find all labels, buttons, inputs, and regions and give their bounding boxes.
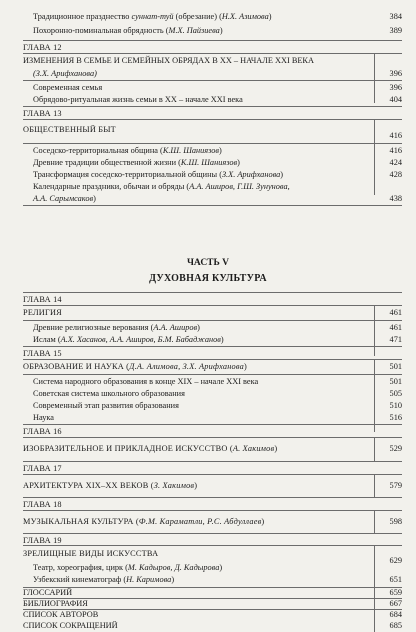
page-number: 416 — [389, 131, 402, 140]
page-number: 396 — [389, 69, 402, 78]
toc-entry[interactable] — [33, 377, 402, 387]
toc-entry[interactable] — [33, 401, 402, 411]
divider — [23, 53, 402, 54]
page-number: 505 — [389, 389, 402, 398]
entry-title: Ислам ( — [33, 335, 61, 344]
page-number: 598 — [389, 517, 402, 526]
divider — [23, 119, 402, 120]
toc-entry[interactable] — [33, 182, 290, 191]
toc-entry[interactable] — [33, 158, 402, 168]
entry-title: Похоронно-поминальная обрядность ( — [33, 26, 169, 35]
page-number: 684 — [389, 610, 402, 619]
divider — [23, 80, 402, 81]
entry-author: К.Ш. Шаниязов — [162, 146, 220, 155]
entry-tail: ) — [197, 323, 200, 332]
page-number: 501 — [389, 377, 402, 386]
divider — [23, 533, 402, 534]
entry-tail: ) — [194, 481, 198, 490]
divider — [23, 305, 402, 306]
chapter-heading-row[interactable] — [23, 517, 402, 527]
divider — [23, 106, 402, 107]
divider — [23, 424, 402, 425]
chapter-heading: ИЗОБРАЗИТЕЛЬНОЕ И ПРИКЛАДНОЕ ИСКУССТВО ( — [23, 444, 233, 453]
divider — [23, 461, 402, 462]
entry-tail: ) — [220, 335, 224, 344]
chapter-heading-row[interactable] — [23, 308, 402, 318]
chapter-label: ГЛАВА 12 — [23, 43, 62, 52]
chapter-author: (З.Х. Арифханова) — [33, 69, 97, 78]
chapter-author: З. Хакимов — [153, 481, 195, 490]
divider — [23, 346, 402, 347]
divider — [23, 40, 402, 41]
toc-entry[interactable] — [33, 389, 402, 399]
toc-entry[interactable] — [33, 575, 402, 585]
toc-entry[interactable] — [33, 83, 402, 93]
chapter-author: Ф.М. Караматли, Р.С. Абдуллаев — [138, 517, 262, 526]
chapter-heading-row[interactable] — [23, 481, 402, 491]
chapter-label: ГЛАВА 17 — [23, 464, 62, 473]
entry-title-cont: (обрезание) ( — [173, 12, 222, 21]
part-number: ЧАСТЬ V — [186, 258, 230, 268]
chapter-heading-row[interactable] — [23, 125, 402, 135]
toc-entry[interactable] — [33, 413, 402, 423]
entry-title: СПИСОК СОКРАЩЕНИЙ — [23, 621, 118, 630]
entry-title: Календарные праздники, обычаи и обряды ( — [33, 182, 190, 191]
part-title: ДУХОВНАЯ КУЛЬТУРА — [149, 273, 267, 284]
chapter-author: А. Хакимов — [232, 444, 275, 453]
entry-author: Н. Каримова — [126, 575, 172, 584]
toc-entry[interactable] — [33, 146, 402, 156]
divider — [23, 143, 402, 144]
divider — [23, 292, 402, 293]
entry-title: БИБЛИОГРАФИЯ — [23, 599, 88, 608]
chapter-heading: ОБРАЗОВАНИЕ И НАУКА ( — [23, 362, 130, 371]
divider — [23, 374, 402, 375]
chapter-heading[interactable]: ИЗМЕНЕНИЯ В СЕМЬЕ И СЕМЕЙНЫХ ОБРЯДАХ В ХХ – НАЧАЛЕ ХХI ВЕКА — [23, 56, 314, 65]
entry-title: Современный этап развития образования — [33, 401, 179, 410]
page-number: 516 — [389, 413, 402, 422]
divider — [23, 437, 402, 438]
chapter-heading: ЗРЕЛИЩНЫЕ ВИДЫ ИСКУССТВА — [23, 549, 159, 558]
entry-title: Древние традиции общественной жизни ( — [33, 158, 181, 167]
toc-entry[interactable] — [33, 12, 402, 22]
entry-title: Традиционное празднество — [33, 12, 132, 21]
divider — [23, 359, 402, 360]
divider — [23, 510, 402, 511]
chapter-heading: РЕЛИГИЯ — [23, 308, 62, 317]
page-number: 438 — [389, 194, 402, 203]
entry-title: Театр, хореография, цирк ( — [33, 563, 128, 572]
toc-entry[interactable] — [33, 26, 402, 36]
entry-tail: ) — [93, 194, 96, 203]
page-number: 461 — [389, 308, 402, 317]
entry-tail: ) — [274, 444, 278, 453]
entry-tail: ) — [261, 517, 265, 526]
toc-entry-bibliography[interactable] — [23, 599, 402, 609]
entry-author: А.А. Сарымсаков — [33, 194, 94, 203]
entry-author: М.Х. Пайзиева — [168, 26, 220, 35]
toc-entry-glossary[interactable] — [23, 588, 402, 598]
divider — [23, 205, 402, 206]
page-number: 651 — [389, 575, 402, 584]
entry-title: Наука — [33, 413, 54, 422]
entry-author: А.Х. Хасанов, А.А. Аширов, Б.М. Бабаджанов — [60, 335, 221, 344]
chapter-heading-row[interactable] — [23, 549, 402, 559]
chapter-label: ГЛАВА 18 — [23, 500, 62, 509]
chapter-author: Д.А. Алимова, З.Х. Арифханова — [129, 362, 244, 371]
entry-title: Обрядово-ритуальная жизнь семьи в ХХ – начале ХХI века — [33, 95, 243, 104]
entry-author: Н.Х. Азимова — [221, 12, 269, 21]
toc-entry[interactable] — [33, 323, 402, 333]
entry-tail: ) — [219, 26, 223, 35]
page-number: 659 — [389, 588, 402, 597]
entry-title: Система народного образования в конце ХIХ – начале ХХI века — [33, 377, 259, 386]
page-number: 529 — [389, 444, 402, 453]
page-number: 384 — [389, 12, 402, 21]
toc-entry[interactable] — [33, 563, 402, 573]
entry-title-italic: суннат-туй — [131, 12, 174, 21]
page-number: 629 — [389, 556, 402, 565]
page-number: 667 — [389, 599, 402, 608]
page-number: 396 — [389, 83, 402, 92]
entry-title: Советская система школьного образования — [33, 389, 185, 398]
entry-author: М. Кадыров, Д. Кадырова — [127, 563, 220, 572]
chapter-label: ГЛАВА 19 — [23, 536, 62, 545]
divider — [23, 320, 402, 321]
page-number: 510 — [389, 401, 402, 410]
toc-entry-cont — [33, 194, 96, 203]
entry-author: З.Х. Арифханова — [221, 170, 281, 179]
entry-tail: ) — [171, 575, 175, 584]
page-number: 685 — [389, 621, 402, 630]
page-number: 501 — [389, 362, 402, 371]
page-number: 424 — [389, 158, 402, 167]
entry-tail: ) — [219, 563, 223, 572]
chapter-heading-row[interactable] — [23, 362, 402, 372]
toc-entry-abbreviations[interactable] — [23, 621, 402, 631]
page-number: 579 — [389, 481, 402, 490]
page-number: 416 — [389, 146, 402, 155]
page-number: 461 — [389, 323, 402, 332]
chapter-heading: МУЗЫКАЛЬНАЯ КУЛЬТУРА ( — [23, 517, 139, 526]
entry-tail: ) — [237, 158, 240, 167]
entry-author: К.Ш. Шаниязов — [180, 158, 238, 167]
entry-title: Узбекский кинематограф ( — [33, 575, 127, 584]
entry-title: Современная семья — [33, 83, 103, 92]
page-number: 389 — [389, 26, 402, 35]
toc-entry[interactable] — [33, 170, 402, 180]
toc-entry-authors[interactable] — [23, 610, 402, 620]
entry-title: Древние религиозные верования ( — [33, 323, 154, 332]
entry-tail: ) — [243, 362, 247, 371]
entry-title: Трансформация соседско-территориальной общины ( — [33, 170, 222, 179]
entry-tail: ) — [219, 146, 222, 155]
divider — [23, 474, 402, 475]
divider — [23, 545, 402, 546]
entry-title: Соседско-территориальная община ( — [33, 146, 163, 155]
entry-tail: ) — [280, 170, 284, 179]
entry-author: А.А. Аширов, Г.Ш. Зунунова, — [189, 182, 290, 191]
chapter-label: ГЛАВА 15 — [23, 349, 62, 358]
chapter-heading: ОБЩЕСТВЕННЫЙ БЫТ — [23, 125, 116, 134]
entry-tail: ) — [268, 12, 272, 21]
page-number: 428 — [389, 170, 402, 179]
toc-entry[interactable] — [33, 335, 402, 345]
entry-title: СПИСОК АВТОРОВ — [23, 610, 99, 619]
chapter-heading-row[interactable] — [23, 444, 402, 454]
divider — [23, 497, 402, 498]
chapter-label: ГЛАВА 13 — [23, 109, 62, 118]
entry-author: А.А. Аширов — [153, 323, 198, 332]
page-number: 471 — [389, 335, 402, 344]
toc-entry[interactable] — [33, 95, 402, 105]
page-number: 404 — [389, 95, 402, 104]
chapter-label: ГЛАВА 16 — [23, 427, 62, 436]
entry-title: ГЛОССАРИЙ — [23, 588, 73, 597]
chapter-heading: АРХИТЕКТУРА ХIХ–ХХ ВЕКОВ ( — [23, 481, 154, 490]
chapter-label: ГЛАВА 14 — [23, 295, 62, 304]
